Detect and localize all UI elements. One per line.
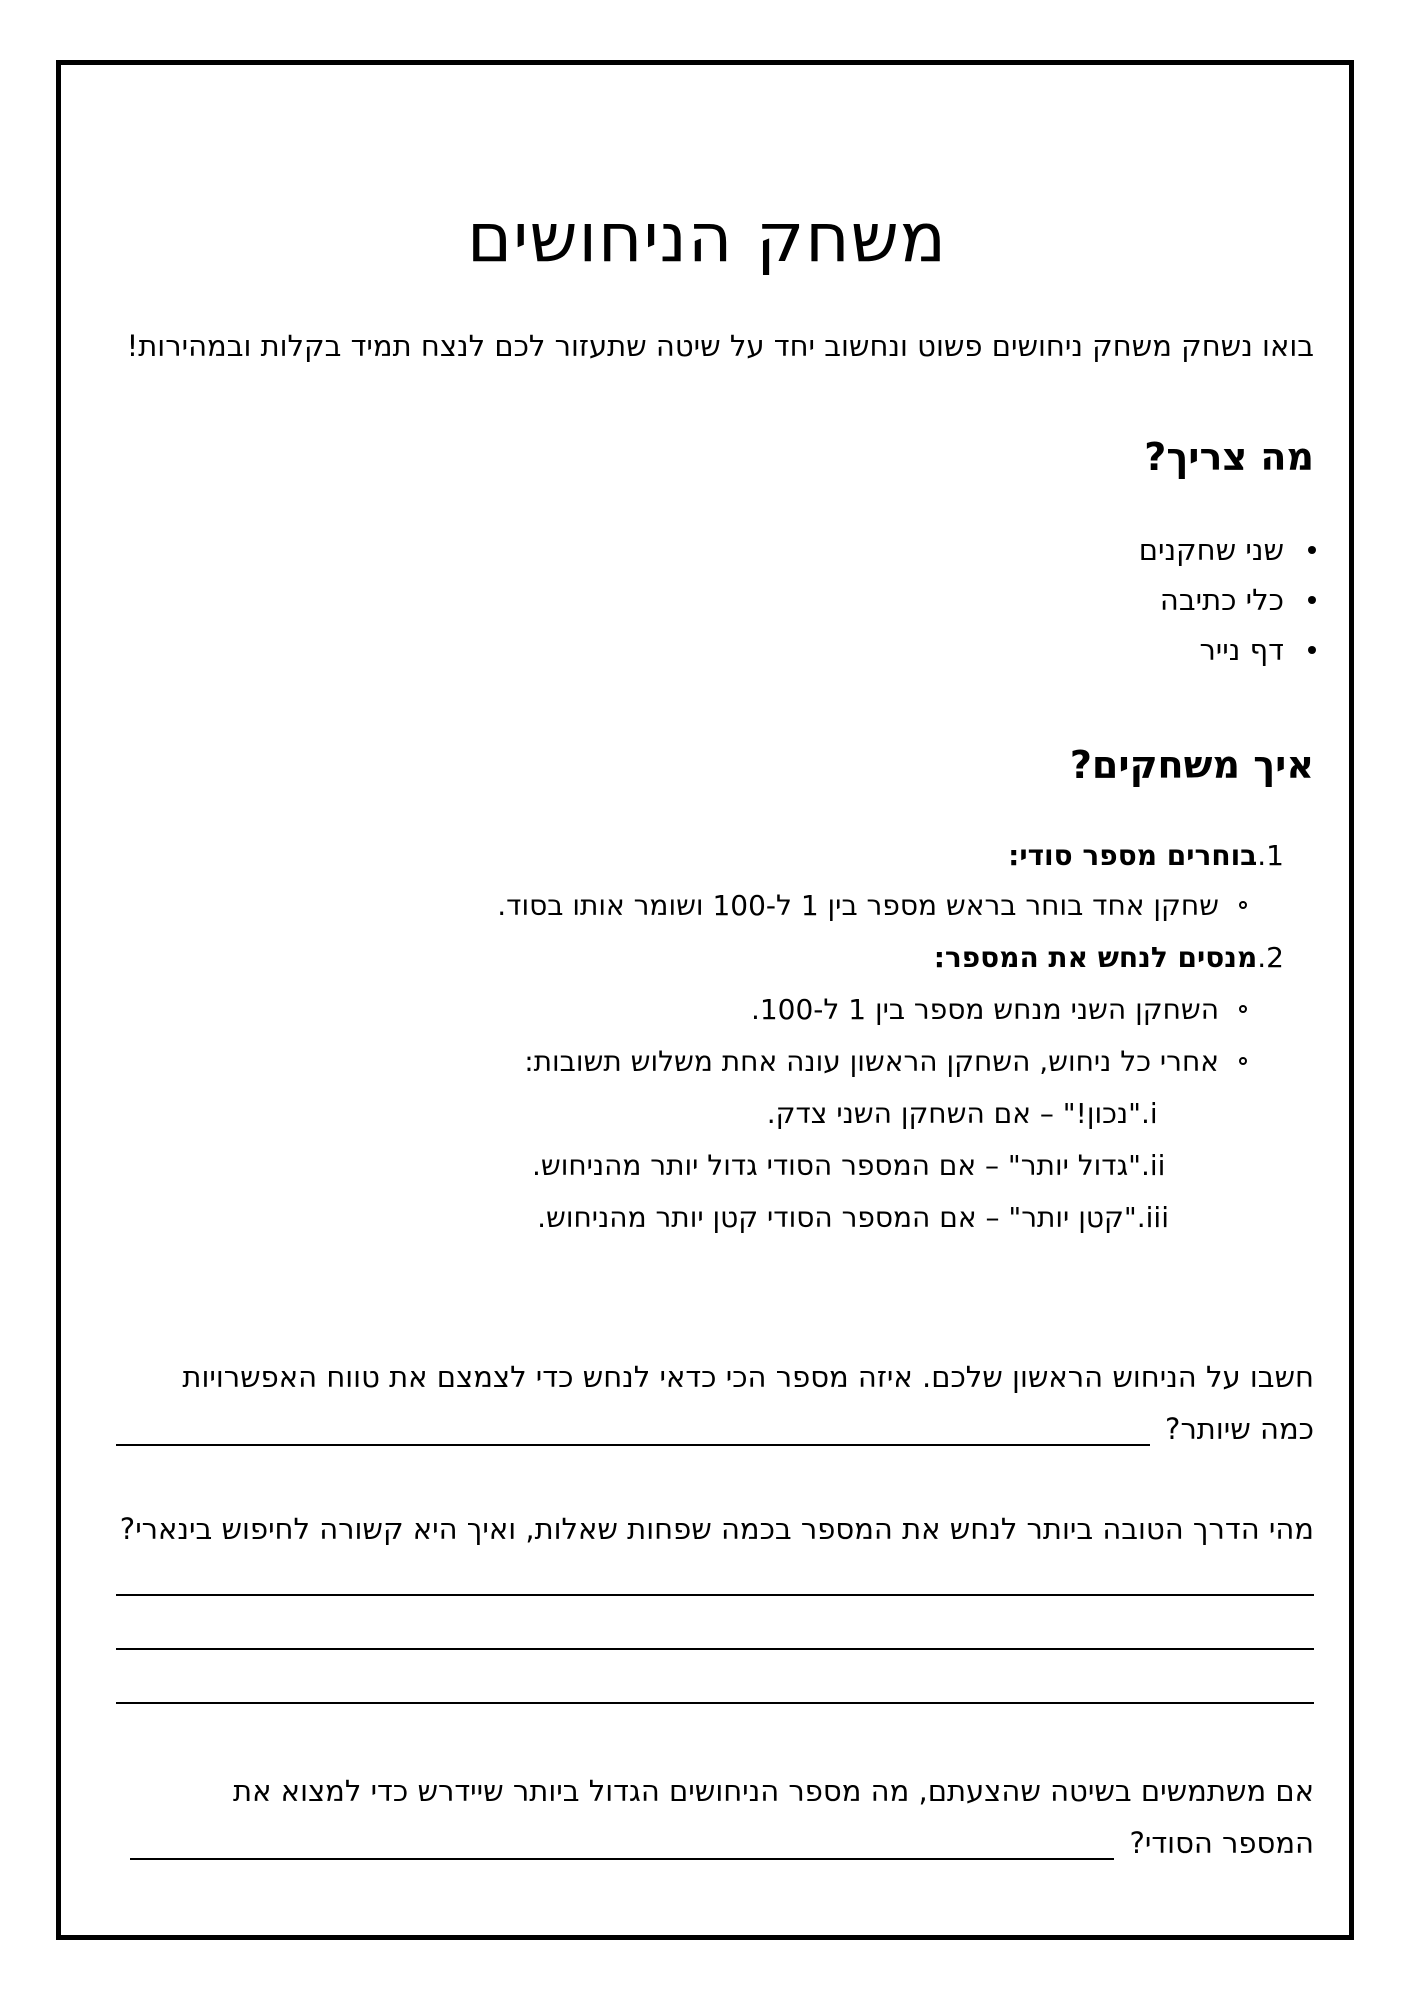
step-number: 2. xyxy=(1257,941,1284,974)
answer-text: "קטן יותר" – אם המספר הסודי קטן יותר מהניחוש. xyxy=(537,1201,1137,1234)
circle-bullet-icon xyxy=(1239,901,1247,909)
answer-line[interactable] xyxy=(130,1858,1114,1860)
answer-number: i. xyxy=(1141,1097,1158,1130)
question-3-line1: אם משתמשים בשיטה שהצעתם, מה מספר הניחושים הגדול ביותר שיידרש כדי למצוא את xyxy=(233,1774,1314,1808)
intro-text: בואו נשחק משחק ניחושים פשוט ונחשוב יחד על שיטה שתעזור לכם לנצח תמיד בקלות ובמהירות! xyxy=(126,329,1314,363)
step-number: 1. xyxy=(1257,839,1284,872)
step-sub-item xyxy=(751,990,1219,1030)
question-1-line2: כמה שיותר? xyxy=(1165,1412,1314,1446)
answer-line[interactable] xyxy=(116,1648,1314,1650)
answer-text: "נכון!" – אם השחקן השני צדק. xyxy=(766,1097,1141,1130)
answer-number: ii. xyxy=(1141,1149,1166,1182)
bullet-icon xyxy=(1308,596,1316,604)
howto-heading: איך משחקים? xyxy=(1069,743,1314,787)
answer-line[interactable] xyxy=(116,1594,1314,1596)
step-sub-text: השחקן השני מנחש מספר בין 1 ל-100. xyxy=(750,993,1219,1026)
answer-number: iii. xyxy=(1136,1201,1169,1234)
circle-bullet-icon xyxy=(1239,1005,1247,1013)
circle-bullet-icon xyxy=(1239,1057,1247,1065)
bullet-icon xyxy=(1308,646,1316,654)
answer-item xyxy=(767,1094,1169,1134)
answer-line[interactable] xyxy=(116,1702,1314,1704)
step-sub-text: אחרי כל ניחוש, השחקן הראשון עונה אחת משלוש תשובות: xyxy=(524,1045,1219,1078)
materials-heading: מה צריך? xyxy=(1144,435,1314,479)
answer-item xyxy=(537,1198,1169,1238)
step-sub-text: שחקן אחד בוחר בראש מספר בין 1 ל-100 ושומר אותו בסוד. xyxy=(497,889,1219,922)
bullet-icon xyxy=(1308,546,1316,554)
step-title xyxy=(934,938,1284,978)
materials-item-label: כלי כתיבה xyxy=(1159,583,1284,617)
answer-line[interactable] xyxy=(116,1444,1150,1446)
materials-item xyxy=(1160,580,1284,620)
materials-item xyxy=(1199,630,1284,670)
step-sub-item xyxy=(524,1042,1219,1082)
materials-item xyxy=(1139,530,1284,570)
step-title-text: בוחרים מספר סודי: xyxy=(1008,839,1258,872)
step-title xyxy=(1008,836,1284,876)
materials-item-label: דף נייר xyxy=(1199,633,1284,667)
step-sub-item xyxy=(497,886,1219,926)
page-title: משחק הניחושים xyxy=(467,198,947,278)
answer-item xyxy=(532,1146,1169,1186)
question-3-line2: המספר הסודי? xyxy=(1129,1826,1314,1860)
step-title-text: מנסים לנחש את המספר: xyxy=(933,941,1258,974)
question-1-line1: חשבו על הניחוש הראשון שלכם. איזה מספר הכי כדאי לנחש כדי לצמצם את טווח האפשרויות xyxy=(182,1360,1314,1394)
question-2: מהי הדרך הטובה ביותר לנחש את המספר בכמה שפחות שאלות, ואיך היא קשורה לחיפוש בינארי? xyxy=(119,1512,1314,1546)
answer-text: "גדול יותר" – אם המספר הסודי גדול יותר מהניחוש. xyxy=(531,1149,1141,1182)
materials-item-label: שני שחקנים xyxy=(1138,533,1284,567)
